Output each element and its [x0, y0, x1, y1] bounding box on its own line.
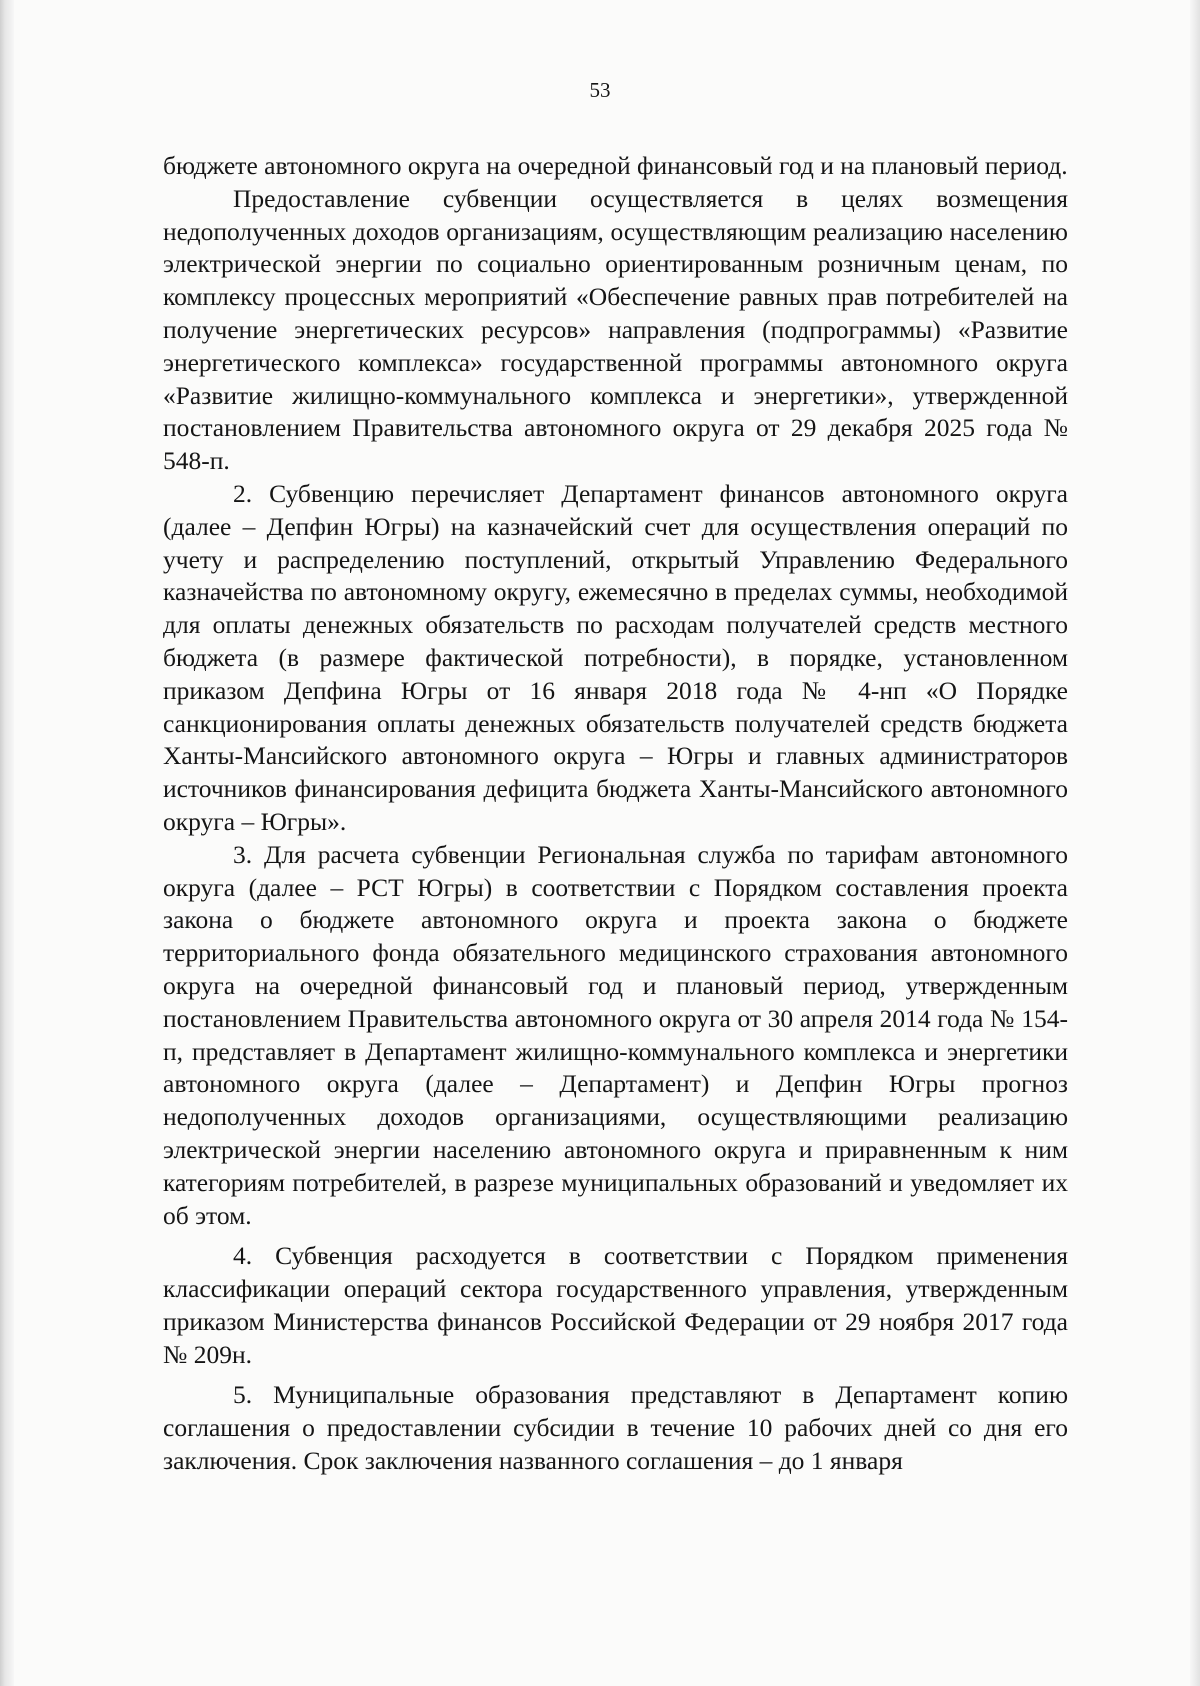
paragraph-item-4: 4. Субвенция расходуется в соответствии с Порядком применения классификации операций сектора государственного управления, утвержденным приказом Министерства финансов Российской Федерации от 29 ноября 2017 года № 209н. — [163, 1241, 1068, 1369]
paragraph-item-5: 5. Муниципальные образования представляют в Департамент копию соглашения о предоставлении субсидии в течение 10 рабочих дней со дня его заключения. Срок заключения названного соглашения – до 1 января — [163, 1380, 1068, 1476]
paragraph-item-3: 3. Для расчета субвенции Региональная служба по тарифам автономного округа (далее – РСТ Югры) в соответствии с Порядком составления проекта закона о бюджете автономного округа и проекта закона о бюджете территориального фонда обязательного медицинского страхования автономного округа на очередной финансовый год и плановый период, утвержденным постановлением Правительства автономного округа от 30 апреля 2014 года № 154-п, представляет в Департамент жилищно-коммунального комплекса и энергетики автономного округа (далее – Департамент) и Депфин Югры прогноз недополученных доходов организациями, осуществляющими реализацию электрической энергии населению автономного округа и приравненным к ним категориям потребителей, в разрезе муниципальных образований и уведомляет их об этом. — [163, 839, 1068, 1230]
document-body — [163, 150, 1068, 1478]
paragraph-continuation: бюджете автономного округа на очередной финансовый год и на плановый период. — [163, 151, 1068, 180]
scan-edge-left — [0, 0, 14, 1686]
scan-edge-right — [1190, 0, 1200, 1686]
paragraph-subvention-purpose: Предоставление субвенции осуществляется в целях возмещения недополученных доходов организациям, осуществляющим реализацию населению электрической энергии по социально ориентированным розничным ценам, по комплексу процессных мероприятий «Обеспечение равных прав потребителей на получение энергетических ресурсов» направления (подпрограммы) «Развитие энергетического комплекса» государственной программы автономного округа «Развитие жилищно-коммунального комплекса и энергетики», утвержденной постановлением Правительства автономного округа от 29 декабря 2025 года № 548-п. — [163, 183, 1068, 476]
paragraph-item-2: 2. Субвенцию перечисляет Департамент финансов автономного округа (далее – Депфин Югры) на казначейский счет для осуществления операций по учету и распределению поступлений, открытый Управлению Федерального казначейства по автономному округу, ежемесячно в пределах суммы, необходимой для оплаты денежных обязательств по расходам получателей средств местного бюджета (в размере фактической потребности), в порядке, установленном приказом Депфина Югры от 16 января 2018 года № 4-нп «О Порядке санкционирования оплаты денежных обязательств получателей средств бюджета Ханты-Мансийского автономного округа – Югры и главных администраторов источников финансирования дефицита бюджета Ханты-Мансийского автономного округа – Югры». — [163, 478, 1068, 836]
page-number: 53 — [589, 78, 611, 102]
